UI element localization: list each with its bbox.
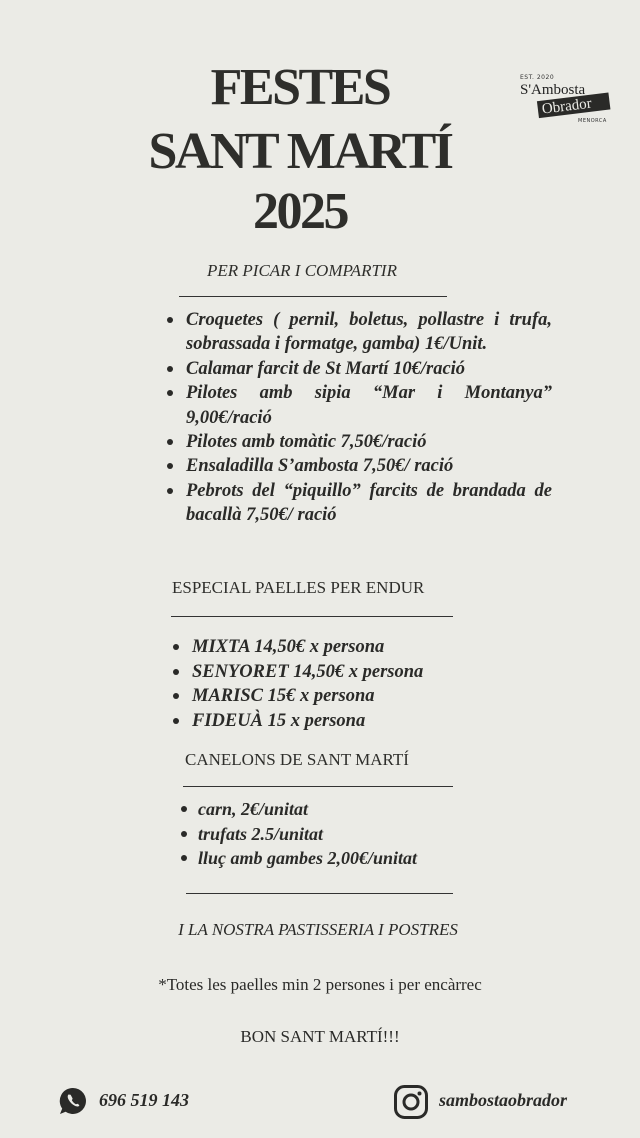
list-item: carn, 2€/unitat xyxy=(178,797,508,822)
orders-note: *Totes les paelles min 2 persones i per encàrrec xyxy=(158,975,482,994)
sambosta-logo xyxy=(512,64,618,126)
section-heading-paelles: ESPECIAL PAELLES PER ENDUR xyxy=(172,578,425,597)
section-heading-canelons: CANELONS DE SANT MARTÍ xyxy=(185,750,409,769)
list-item: SENYORET 14,50€ x persona xyxy=(170,660,500,685)
list-item: Pilotes amb sipia “Mar i Montanya” 9,00€/ració xyxy=(164,381,552,430)
title-line-2: SANT MARTÍ xyxy=(148,123,452,180)
whatsapp-icon[interactable] xyxy=(58,1086,88,1116)
list-item: FIDEUÀ 15 x persona xyxy=(170,709,500,734)
list-item: Pebrots del “piquillo” farcits de brandada de bacallà 7,50€/ ració xyxy=(164,479,552,528)
title-line-1: FESTES xyxy=(210,59,390,116)
list-picar xyxy=(164,308,552,528)
logo-place: MENORCA xyxy=(578,118,607,124)
logo-name-2: Obrador xyxy=(541,95,593,118)
pastisseria-text: I LA NOSTRA PASTISSERIA I POSTRES xyxy=(178,920,458,939)
divider-canelons-bottom xyxy=(186,893,453,894)
list-item: Calamar farcit de St Martí 10€/ració xyxy=(164,357,552,381)
list-item: Ensaladilla S’ambosta 7,50€/ ració xyxy=(164,454,552,478)
list-item: Pilotes amb tomàtic 7,50€/ració xyxy=(164,430,552,454)
divider-canelons-top xyxy=(183,786,453,787)
divider-picar xyxy=(179,296,447,297)
list-item: MARISC 15€ x persona xyxy=(170,684,500,709)
instagram-icon[interactable] xyxy=(393,1084,429,1120)
list-item: trufats 2.5/unitat xyxy=(178,822,508,847)
list-item: Croquetes ( pernil, boletus, pollastre i trufa, sobrassada i formatge, gamba) 1€/Unit. xyxy=(164,308,552,357)
section-heading-picar: PER PICAR I COMPARTIR xyxy=(207,261,397,280)
list-paelles xyxy=(170,635,500,733)
divider-paelles xyxy=(171,616,453,617)
list-canelons xyxy=(178,797,508,871)
instagram-handle[interactable]: sambostaobrador xyxy=(439,1090,568,1110)
list-item: lluç amb gambes 2,00€/unitat xyxy=(178,846,508,871)
logo-est: EST. 2020 xyxy=(520,74,555,81)
list-item: MIXTA 14,50€ x persona xyxy=(170,635,500,660)
phone-number[interactable]: 696 519 143 xyxy=(99,1090,189,1110)
greeting: BON SANT MARTÍ!!! xyxy=(240,1027,400,1046)
title-line-3: 2025 xyxy=(253,183,347,240)
logo-name-1: S'Ambosta xyxy=(520,82,586,98)
